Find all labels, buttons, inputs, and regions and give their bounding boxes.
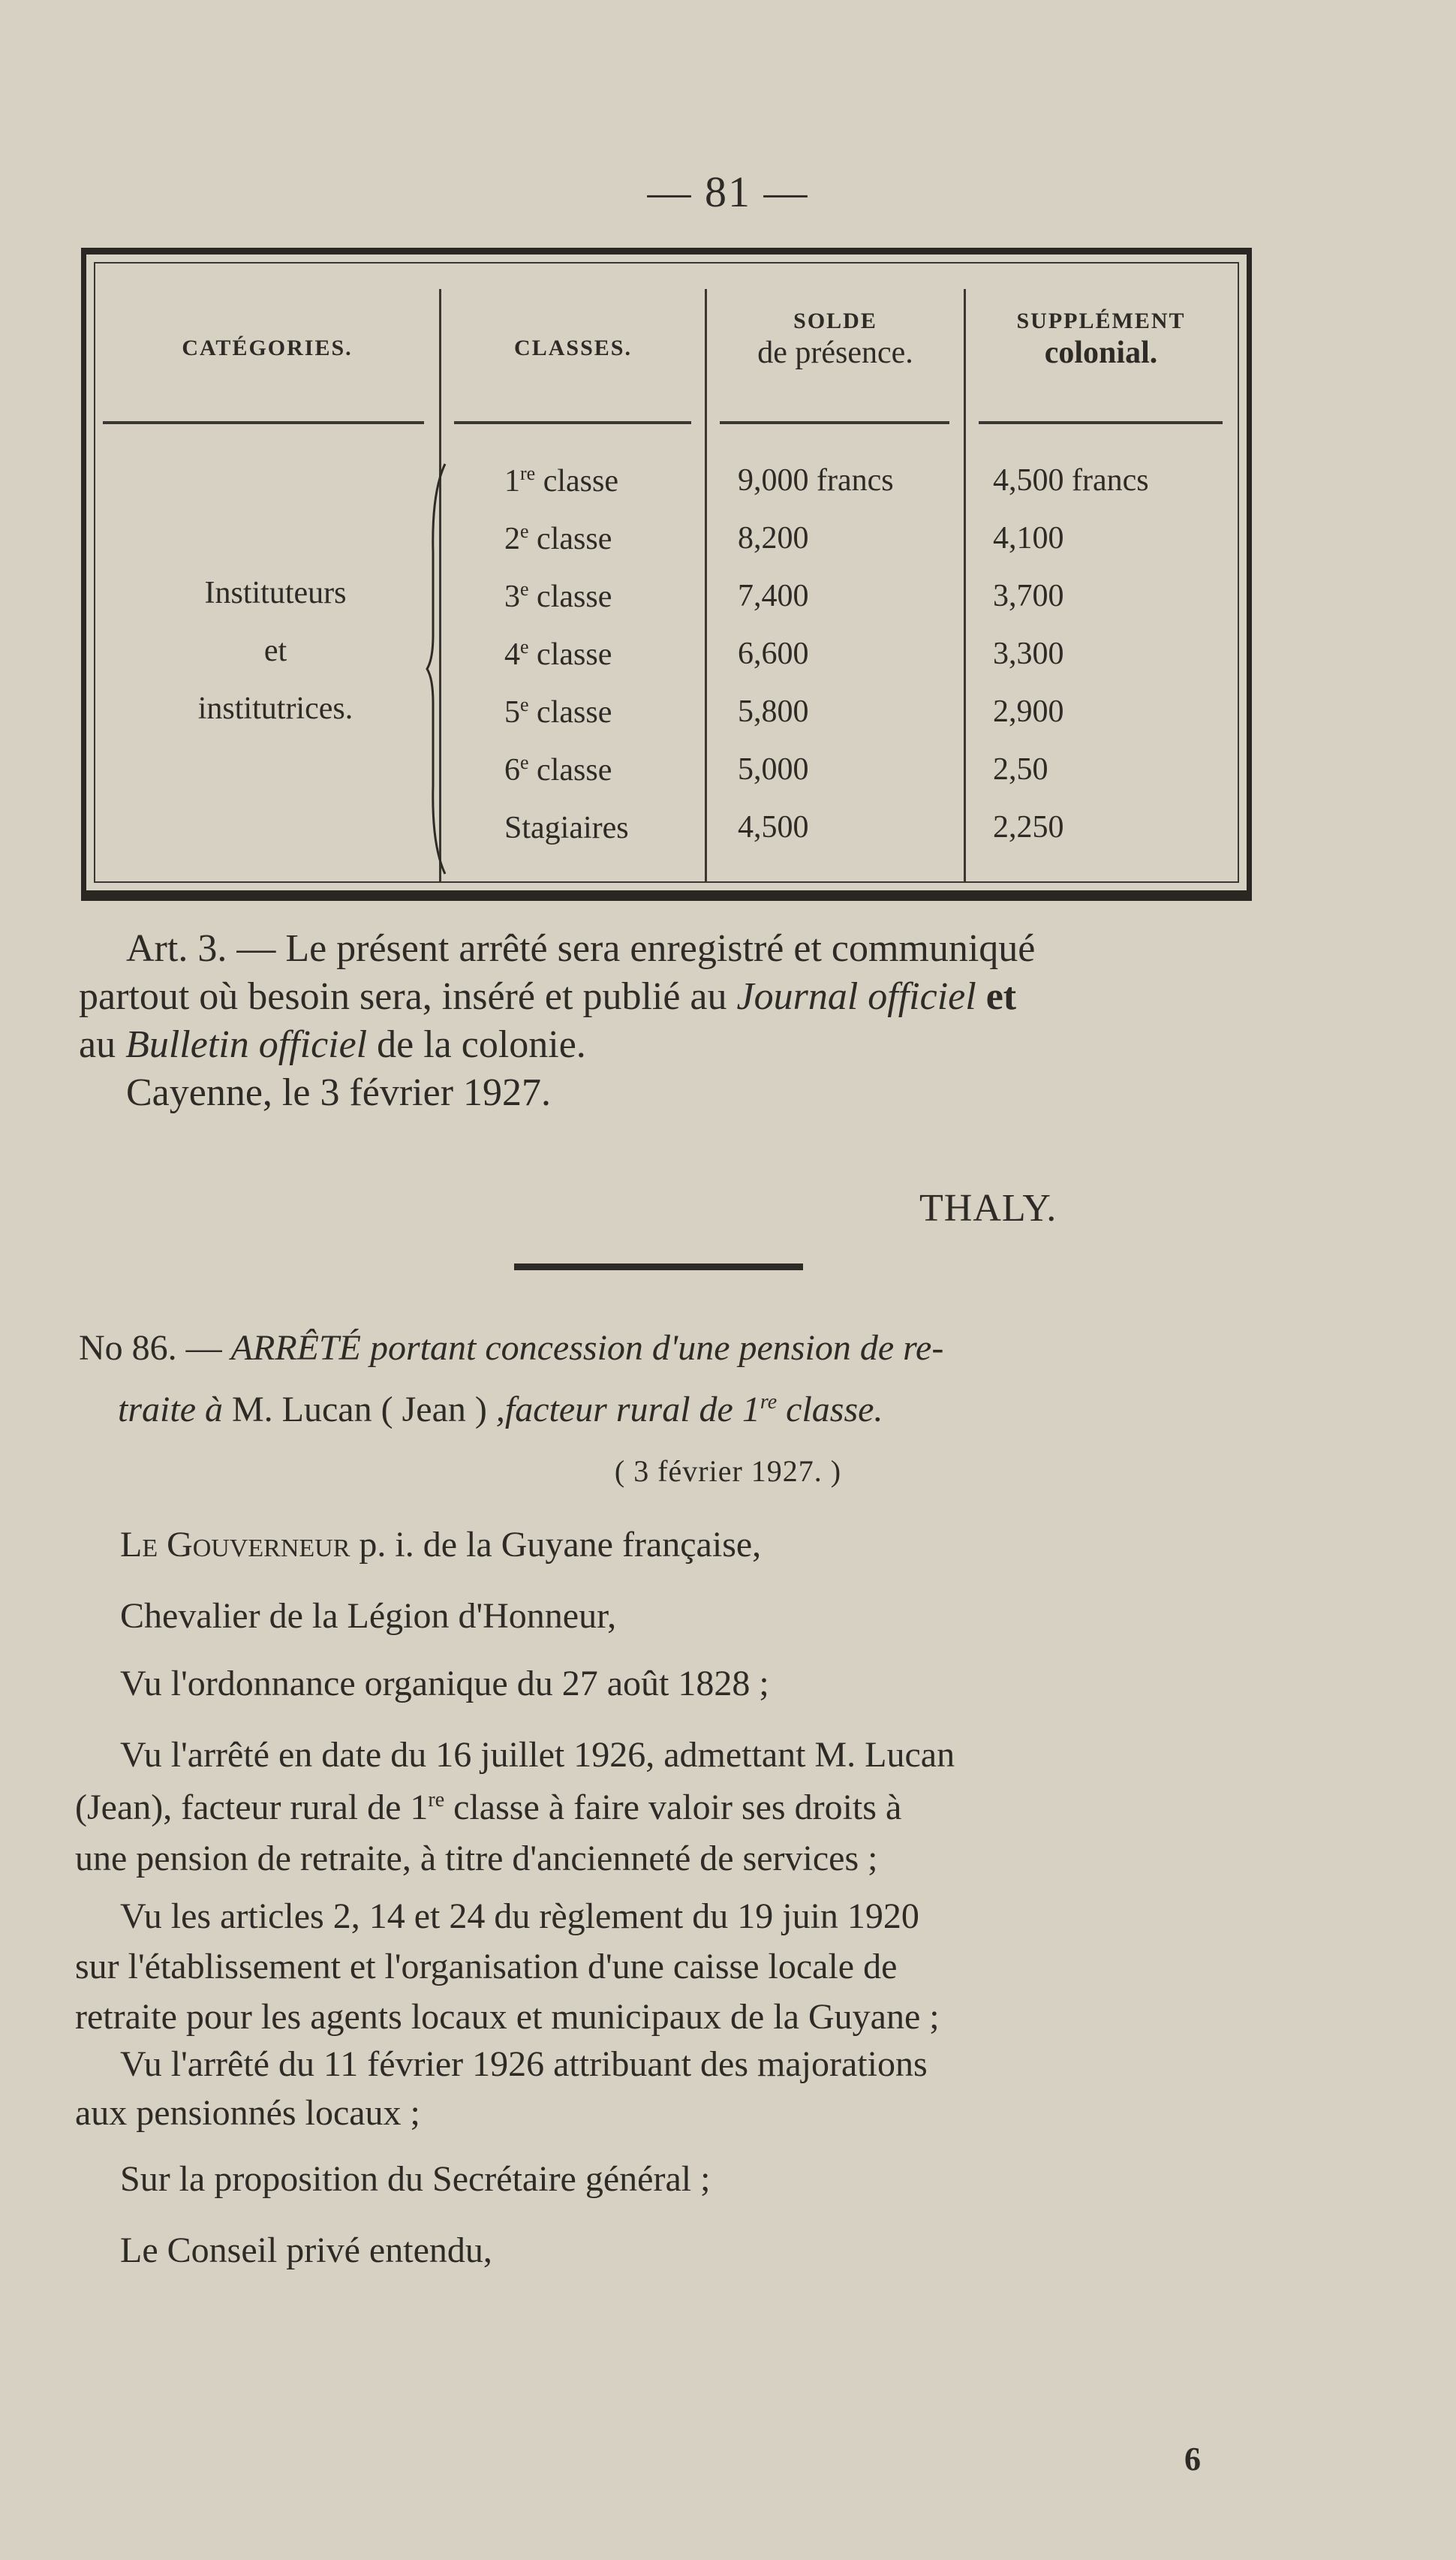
body-line: Sur la proposition du Secrétaire général ; <box>120 2159 711 2199</box>
supplement-cell: 2,250 <box>993 810 1064 845</box>
supplement-cell: 2,50 <box>993 752 1048 787</box>
class-cell: 5e classe <box>504 694 612 730</box>
folio-mark: 6 <box>1184 2441 1201 2477</box>
solde-cell: 5,800 <box>738 694 809 729</box>
body-line: (Jean), facteur rural de 1re classe à faire valoir ses droits à <box>75 1787 902 1827</box>
column-divider <box>964 289 966 881</box>
header-rule <box>103 421 424 424</box>
solde-cell: 7,400 <box>738 579 809 613</box>
supplement-cell: 4,500 francs <box>993 463 1149 498</box>
salary-table-inner <box>94 262 1239 883</box>
class-cell: 4e classe <box>504 636 612 672</box>
section-divider <box>514 1263 803 1270</box>
solde-cell: 8,200 <box>738 521 809 556</box>
header-classes: CLASSES. <box>514 336 632 360</box>
class-cell: Stagiaires <box>504 811 629 845</box>
header-rule <box>979 421 1223 424</box>
header-supplement <box>966 309 1236 371</box>
header-rule <box>454 421 691 424</box>
class-cell: 2e classe <box>504 520 612 556</box>
decree-heading <box>79 1321 943 1437</box>
header-solde-line1: SOLDE <box>793 309 877 333</box>
header-rule <box>720 421 949 424</box>
article-3-line: partout où besoin sera, inséré et publié au Journal officiel et <box>79 975 1017 1018</box>
body-line: Vu les articles 2, 14 et 24 du règlement du 19 juin 1920 <box>120 1896 919 1936</box>
body-line: Vu l'ordonnance organique du 27 août 1828 ; <box>120 1664 769 1703</box>
header-supplement-line2: colonial. <box>1044 335 1158 370</box>
signature: THALY. <box>919 1187 1057 1230</box>
class-cell: 1re classe <box>504 462 618 498</box>
header-solde <box>707 309 964 371</box>
supplement-cell: 4,100 <box>993 521 1064 556</box>
supplement-cell: 3,700 <box>993 579 1064 613</box>
body-line: Vu l'arrêté en date du 16 juillet 1926, admettant M. Lucan <box>120 1735 955 1775</box>
page-number: — 81 — <box>647 167 809 216</box>
supplement-cell: 3,300 <box>993 637 1064 671</box>
body-line: Vu l'arrêté du 11 février 1926 attribuant des majorations <box>120 2044 928 2084</box>
category-line: Instituteurs <box>204 576 347 610</box>
body-line: une pension de retraite, à titre d'ancienneté de services ; <box>75 1839 878 1878</box>
body-line: Le Gouverneur p. i. de la Guyane française, <box>120 1525 762 1565</box>
category-line: institutrices. <box>197 691 353 726</box>
body-line: retraite pour les agents locaux et municipaux de la Guyane ; <box>75 1997 940 2037</box>
solde-cell: 6,600 <box>738 637 809 671</box>
header-categories: CATÉGORIES. <box>182 336 353 360</box>
category-line: et <box>263 634 287 668</box>
solde-cell: 4,500 <box>738 810 809 845</box>
body-line: Le Conseil privé entendu, <box>120 2230 492 2270</box>
class-cell: 3e classe <box>504 578 612 614</box>
body-line: aux pensionnés locaux ; <box>75 2093 420 2133</box>
decree-title-line: No 86. — ARRÊTÉ portant concession d'une pension de re- <box>79 1328 944 1368</box>
body-line: sur l'établissement et l'organisation d'une caisse locale de <box>75 1947 898 1986</box>
article-3-date: Cayenne, le 3 février 1927. <box>126 1071 552 1114</box>
solde-cell: 5,000 <box>738 752 809 787</box>
header-solde-line2: de présence. <box>757 335 913 370</box>
column-divider <box>705 289 707 881</box>
decree-title-line: traite à M. Lucan ( Jean ) ,facteur rural de 1re classe. <box>118 1390 883 1429</box>
solde-cell: 9,000 francs <box>738 463 894 498</box>
salary-table <box>81 248 1252 901</box>
article-3-line: Art. 3. — Le présent arrêté sera enregistré et communiqué <box>126 927 1036 970</box>
brace-icon <box>426 462 448 875</box>
header-supplement-line1: SUPPLÉMENT <box>1016 309 1186 333</box>
supplement-cell: 2,900 <box>993 694 1064 729</box>
body-line: Chevalier de la Légion d'Honneur, <box>120 1596 617 1636</box>
class-cell: 6e classe <box>504 751 612 788</box>
decree-date: ( 3 février 1927. ) <box>614 1454 842 1488</box>
article-3-line: au Bulletin officiel de la colonie. <box>79 1023 586 1066</box>
